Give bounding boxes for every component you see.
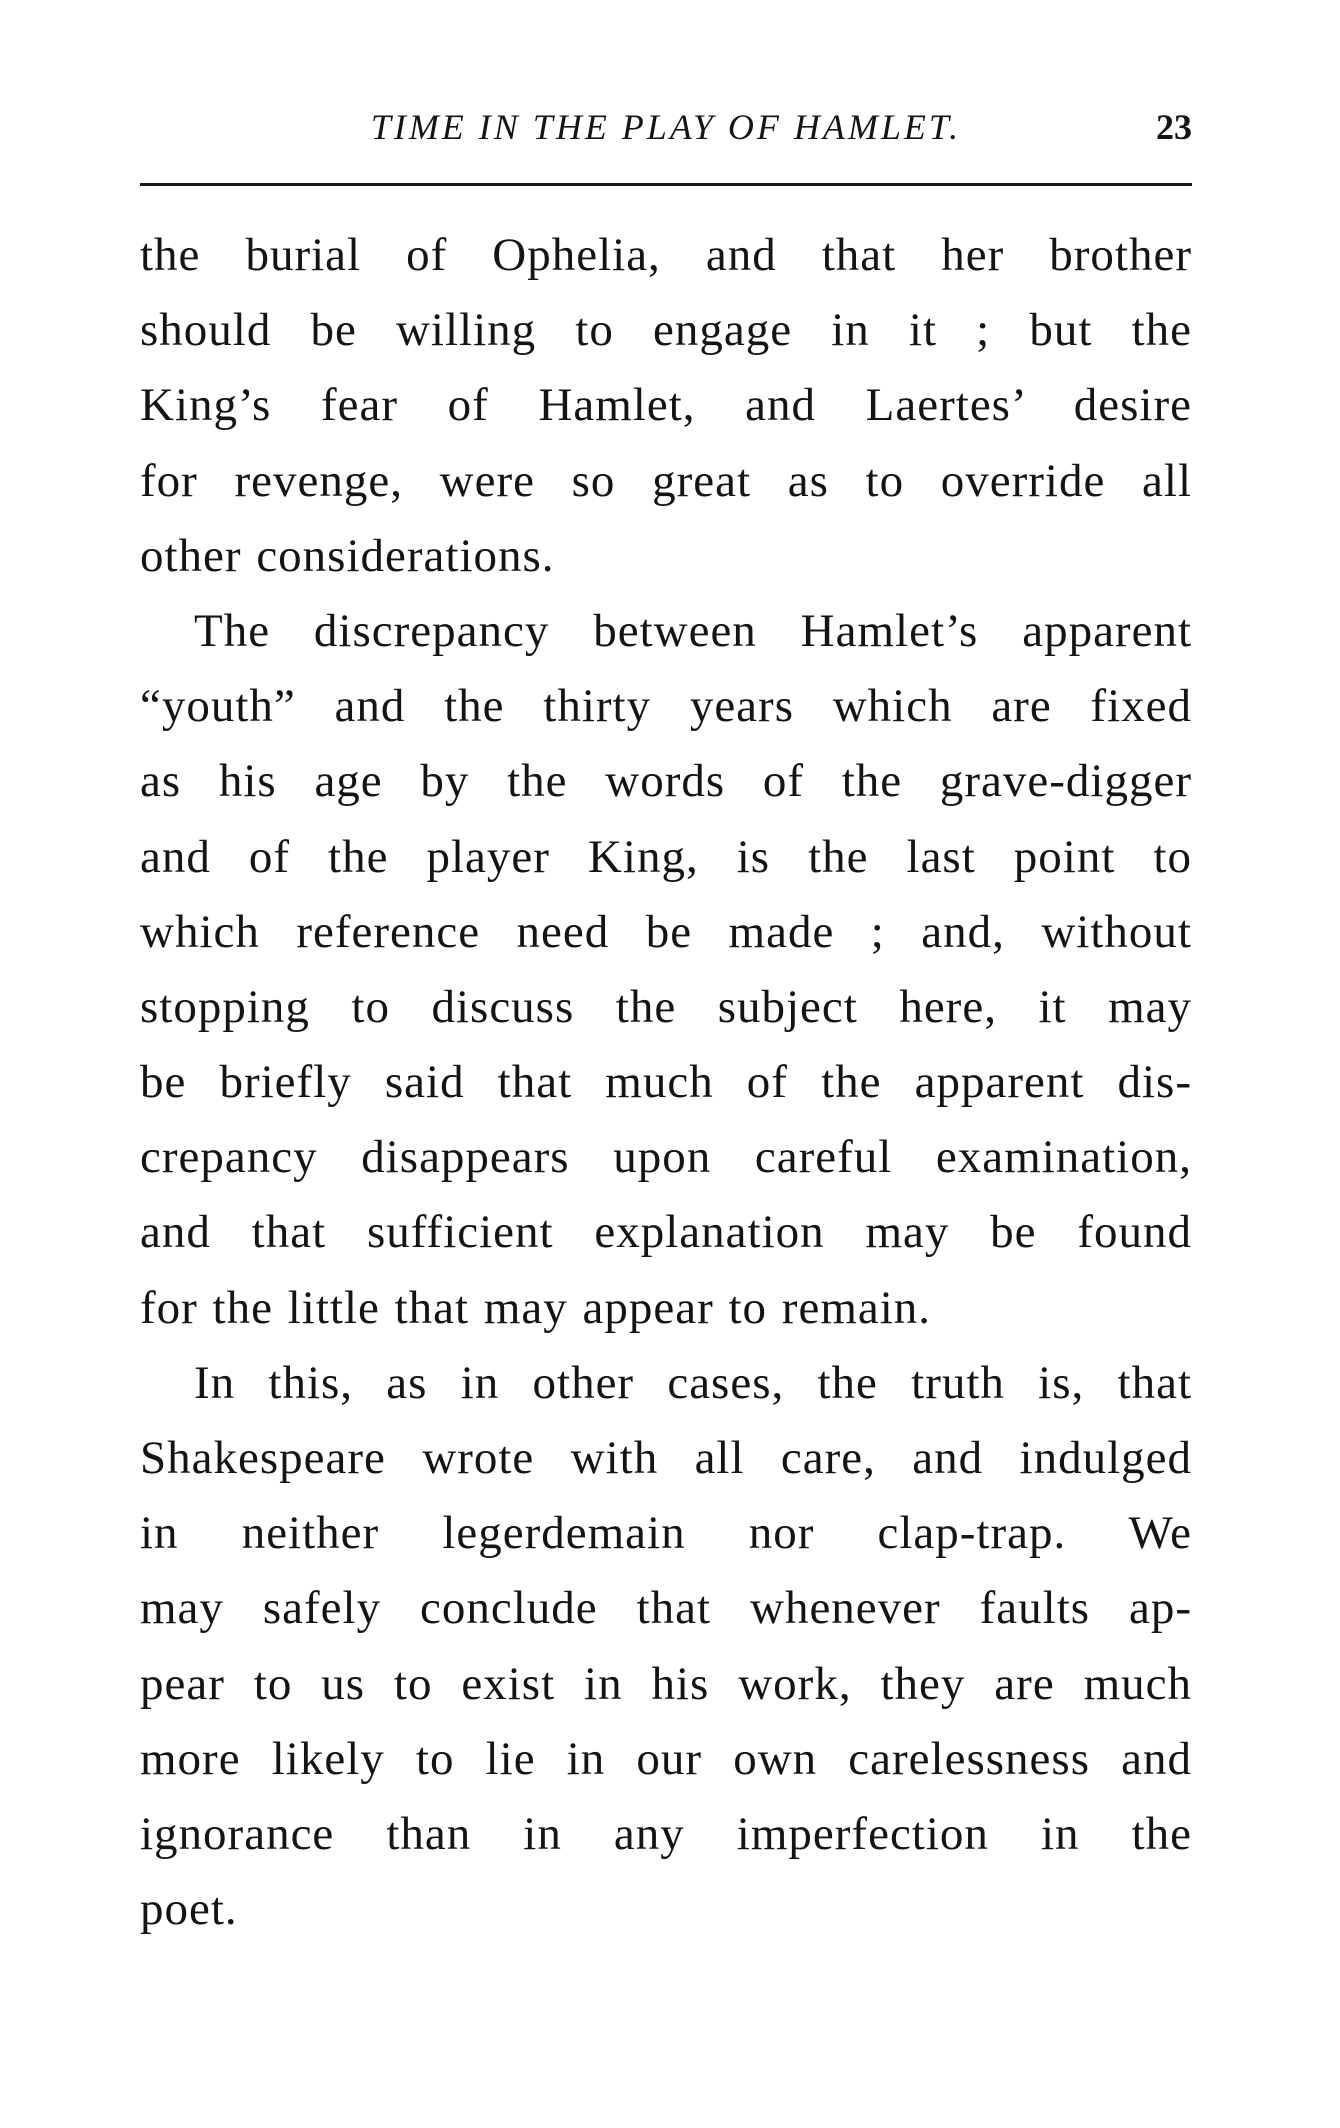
text-line: ignorance than in any imperfection in the — [140, 1807, 1192, 1860]
text-line: which reference need be made ; and, without — [140, 905, 1192, 958]
text-line: In this, as in other cases, the truth is, that — [194, 1356, 1192, 1409]
text-line: in neither legerdemain nor clap-trap. We — [140, 1507, 1192, 1560]
text-line: and that sufficient explanation may be found — [140, 1206, 1192, 1259]
text-line: other considerations. — [140, 529, 555, 582]
text-line: the burial of Ophelia, and that her brother — [140, 229, 1192, 281]
text-line: Shakespeare wrote with all care, and indulged — [140, 1432, 1192, 1484]
text-line: should be willing to engage in it ; but the — [140, 304, 1192, 357]
running-head — [140, 102, 1192, 152]
text-line: crepancy disappears upon careful examination, — [140, 1131, 1192, 1184]
text-line: “youth” and the thirty years which are fixed — [140, 680, 1192, 733]
text-line: more likely to lie in our own carelessness and — [140, 1732, 1192, 1785]
text-line: and of the player King, is the last point to — [140, 830, 1192, 883]
paragraph-1 — [140, 218, 1192, 594]
page-number: 23 — [1156, 107, 1192, 147]
text-line: pear to us to exist in his work, they are much — [140, 1657, 1192, 1710]
text-line: as his age by the words of the grave-digger — [140, 755, 1192, 808]
text-line: poet. — [140, 1883, 238, 1936]
text-line: be briefly said that much of the apparent dis- — [140, 1056, 1192, 1109]
text-line: may safely conclude that whenever faults ap- — [140, 1582, 1192, 1635]
text-line: stopping to discuss the subject here, it may — [140, 980, 1192, 1033]
text-line: for the little that may appear to remain. — [140, 1281, 932, 1334]
paragraph-2 — [140, 594, 1192, 1346]
header-rule — [140, 183, 1192, 186]
text-line: for revenge, were so great as to override all — [140, 454, 1192, 507]
body-text — [140, 218, 1192, 1947]
text-line: The discrepancy between Hamlet’s apparent — [194, 604, 1192, 657]
running-title: TIME IN THE PLAY OF HAMLET. — [370, 107, 962, 147]
paragraph-3 — [140, 1346, 1192, 1948]
text-line: King’s fear of Hamlet, and Laertes’ desire — [140, 379, 1192, 432]
